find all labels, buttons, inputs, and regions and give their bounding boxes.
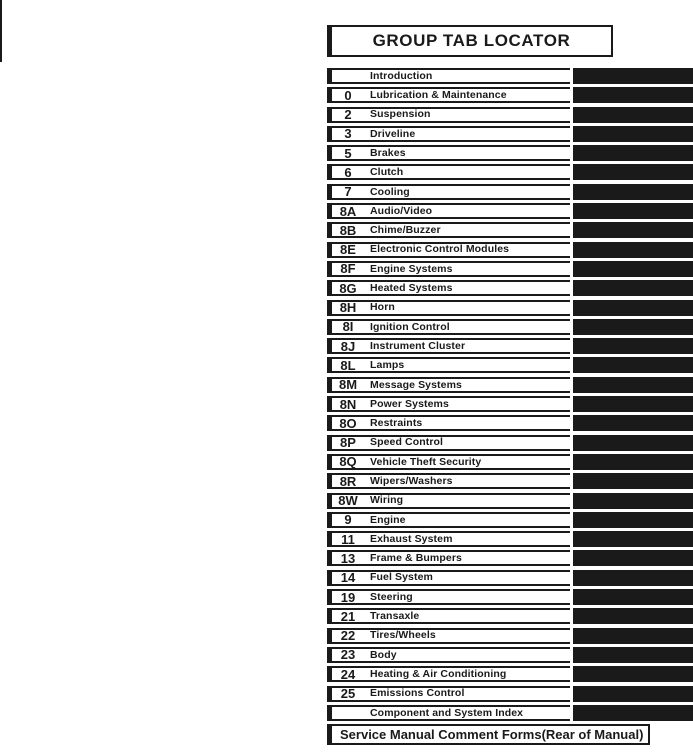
group-label: Instrument Cluster: [370, 339, 466, 352]
group-code: 23: [340, 647, 356, 663]
group-label: Clutch: [370, 166, 404, 179]
group-tab-row: [327, 338, 693, 354]
group-row-box: [327, 686, 570, 702]
group-tab-list: [327, 68, 693, 724]
group-label: Power Systems: [370, 397, 449, 410]
group-row-box: [327, 628, 570, 644]
group-tab-row: [327, 319, 693, 335]
group-tab-row: [327, 300, 693, 316]
group-tab-row: [327, 435, 693, 451]
group-label: Exhaust System: [370, 532, 453, 545]
group-row-box: [327, 666, 570, 682]
group-label: Vehicle Theft Security: [370, 455, 482, 468]
group-label: Horn: [370, 301, 395, 314]
group-label: Fuel System: [370, 571, 433, 584]
group-tab-bar: [573, 608, 693, 624]
comment-forms-row: [327, 724, 650, 745]
group-label: Restraints: [370, 417, 423, 430]
group-tab-bar: [573, 435, 693, 451]
group-tab-row: [327, 608, 693, 624]
group-code: 8J: [340, 338, 356, 354]
group-tab-row: [327, 686, 693, 702]
group-label: Brakes: [370, 146, 406, 159]
scan-artifact-line: [0, 0, 2, 62]
group-row-box: [327, 608, 570, 624]
group-label: Engine Systems: [370, 262, 453, 275]
group-tab-row: [327, 512, 693, 528]
group-row-box: [327, 550, 570, 566]
group-code: 8B: [339, 222, 357, 238]
group-label: Body: [370, 648, 397, 661]
group-tab-bar: [573, 666, 693, 682]
page-title: GROUP TAB LOCATOR: [372, 31, 571, 50]
group-label: Tires/Wheels: [370, 629, 436, 642]
group-tab-row: [327, 531, 693, 547]
group-code: 14: [340, 570, 356, 586]
group-code: 13: [340, 550, 356, 566]
group-tab-bar: [573, 454, 693, 470]
page-title-box: [327, 25, 613, 57]
group-tab-row: [327, 242, 693, 258]
group-row-box: [327, 107, 570, 123]
group-row-box: [327, 473, 570, 489]
group-tab-bar: [573, 473, 693, 489]
group-tab-row: [327, 164, 693, 180]
group-row-box: [327, 203, 570, 219]
group-code: 8E: [340, 242, 356, 258]
group-label: Suspension: [370, 108, 431, 121]
group-code: 3: [344, 126, 352, 142]
group-tab-bar: [573, 68, 693, 84]
group-row-box: [327, 454, 570, 470]
group-row-box: [327, 377, 570, 393]
group-tab-row: [327, 145, 693, 161]
group-label: Lubrication & Maintenance: [370, 89, 507, 102]
group-label: Wipers/Washers: [370, 474, 453, 487]
group-label: Emissions Control: [370, 687, 465, 700]
group-row-box: [327, 164, 570, 180]
group-label: Transaxle: [370, 610, 420, 623]
group-tab-bar: [573, 377, 693, 393]
group-label: Ignition Control: [370, 320, 450, 333]
group-code: 8W: [338, 493, 358, 509]
group-code: 8H: [339, 300, 357, 316]
group-label: Steering: [370, 590, 413, 603]
group-tab-bar: [573, 164, 693, 180]
group-row-box: [327, 280, 570, 296]
group-tab-bar: [573, 493, 693, 509]
group-row-box: [327, 319, 570, 335]
group-code: 21: [340, 608, 356, 624]
group-code: 8N: [339, 396, 357, 412]
group-tab-bar: [573, 319, 693, 335]
group-code: 6: [344, 164, 352, 180]
group-label: Chime/Buzzer: [370, 224, 441, 237]
group-code: 8O: [339, 415, 357, 431]
group-tab-bar: [573, 107, 693, 123]
group-label: Audio/Video: [370, 204, 433, 217]
group-row-box: [327, 493, 570, 509]
group-label: Heated Systems: [370, 282, 453, 295]
group-tab-row: [327, 280, 693, 296]
group-tab-bar: [573, 242, 693, 258]
group-tab-row: [327, 705, 693, 721]
group-tab-row: [327, 454, 693, 470]
group-tab-bar: [573, 705, 693, 721]
group-tab-row: [327, 377, 693, 393]
group-tab-bar: [573, 512, 693, 528]
group-label: Heating & Air Conditioning: [370, 667, 507, 680]
group-code: 8M: [338, 377, 358, 393]
group-code: 8I: [342, 319, 354, 335]
group-tab-row: [327, 647, 693, 663]
group-code: 24: [340, 666, 356, 682]
group-code: 8G: [339, 280, 357, 296]
group-label: Component and System Index: [370, 706, 524, 719]
group-tab-row: [327, 68, 693, 84]
group-code: 8F: [340, 261, 356, 277]
group-label: Engine: [370, 513, 406, 526]
group-code: 22: [340, 628, 356, 644]
group-tab-bar: [573, 261, 693, 277]
group-code: 25: [340, 686, 356, 701]
group-tab-row: [327, 570, 693, 586]
group-code: 8Q: [339, 454, 357, 470]
group-tab-bar: [573, 222, 693, 238]
group-tab-row: [327, 589, 693, 605]
group-tab-row: [327, 493, 693, 509]
group-row-box: [327, 126, 570, 142]
group-label: Speed Control: [370, 436, 444, 449]
group-tab-bar: [573, 415, 693, 431]
group-label: Cooling: [370, 185, 410, 198]
group-row-box: [327, 589, 570, 605]
group-tab-row: [327, 203, 693, 219]
group-label: Introduction: [370, 69, 433, 82]
group-tab-bar: [573, 300, 693, 316]
group-code: 8L: [340, 357, 356, 373]
group-tab-bar: [573, 570, 693, 586]
group-row-box: [327, 68, 570, 84]
group-tab-bar: [573, 357, 693, 373]
group-row-box: [327, 357, 570, 373]
group-row-box: [327, 242, 570, 258]
group-code: 9: [344, 512, 352, 528]
group-tab-bar: [573, 203, 693, 219]
group-label: Frame & Bumpers: [370, 552, 462, 565]
group-code: 0: [344, 87, 352, 103]
group-row-box: [327, 705, 570, 721]
group-row-box: [327, 300, 570, 316]
group-tab-bar: [573, 280, 693, 296]
group-tab-row: [327, 126, 693, 142]
rear-of-manual-label: (Rear of Manual): [541, 727, 644, 742]
group-row-box: [327, 87, 570, 103]
group-tab-bar: [573, 87, 693, 103]
group-code: 8A: [339, 203, 357, 219]
group-tab-row: [327, 357, 693, 373]
group-label: Lamps: [370, 359, 405, 372]
group-tab-row: [327, 184, 693, 200]
group-tab-row: [327, 628, 693, 644]
group-label: Electronic Control Modules: [370, 243, 510, 256]
group-tab-row: [327, 107, 693, 123]
group-tab-row: [327, 550, 693, 566]
group-tab-bar: [573, 628, 693, 644]
group-label: Wiring: [370, 494, 404, 507]
group-row-box: [327, 184, 570, 200]
group-tab-bar: [573, 550, 693, 566]
group-row-box: [327, 647, 570, 663]
group-tab-row: [327, 222, 693, 238]
group-code: 11: [341, 531, 355, 547]
group-row-box: [327, 435, 570, 451]
group-row-box: [327, 145, 570, 161]
group-row-box: [327, 338, 570, 354]
group-row-box: [327, 531, 570, 547]
group-tab-bar: [573, 145, 693, 161]
group-tab-row: [327, 87, 693, 103]
group-tab-bar: [573, 184, 693, 200]
group-label: Message Systems: [370, 378, 462, 391]
group-tab-row: [327, 666, 693, 682]
group-tab-bar: [573, 589, 693, 605]
group-tab-bar: [573, 531, 693, 547]
group-tab-bar: [573, 686, 693, 702]
group-row-box: [327, 261, 570, 277]
group-row-box: [327, 222, 570, 238]
group-label: Driveline: [370, 127, 416, 140]
group-tab-row: [327, 473, 693, 489]
group-tab-row: [327, 261, 693, 277]
group-tab-bar: [573, 396, 693, 412]
group-tab-bar: [573, 126, 693, 142]
group-tab-row: [327, 415, 693, 431]
group-code: 19: [340, 589, 356, 605]
group-code: 8R: [339, 473, 357, 489]
group-tab-bar: [573, 338, 693, 354]
group-row-box: [327, 570, 570, 586]
group-code: 7: [344, 184, 352, 200]
group-tab-row: [327, 396, 693, 412]
group-row-box: [327, 415, 570, 431]
group-row-box: [327, 396, 570, 412]
comment-forms-label: Service Manual Comment Forms: [340, 727, 542, 742]
group-code: 5: [344, 145, 352, 161]
group-code: 8P: [340, 435, 356, 451]
group-tab-bar: [573, 647, 693, 663]
group-code: 2: [344, 107, 352, 123]
group-row-box: [327, 512, 570, 528]
